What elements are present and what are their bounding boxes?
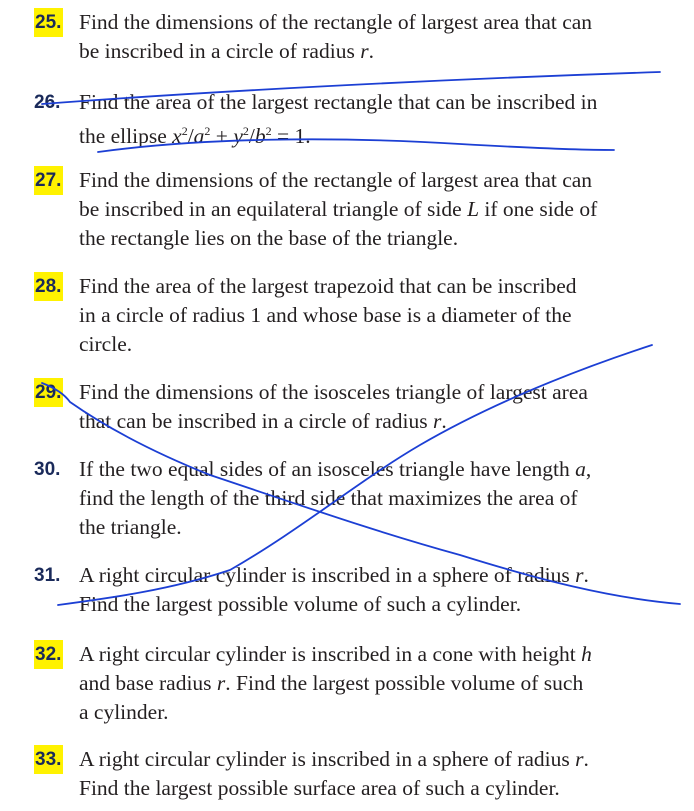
problem-27: [34, 166, 688, 253]
problem-31: [34, 561, 688, 619]
problem-text: Find the area of the largest rectangle that can be inscribed in the ellipse $x^2/a^2 + y^2/b^2 = 1$.: [79, 90, 598, 149]
problem-33: [34, 745, 688, 803]
problem-text: If the two equal sides of an isosceles triangle have length a, find the length of the third side that maximizes the area of the triangle.: [79, 457, 592, 539]
problem-26: [34, 88, 688, 151]
problem-text: Find the dimensions of the rectangle of largest area that can be inscribed in an equilateral triangle of side L if one side of the rectangle lies on the base of the triangle.: [79, 168, 598, 250]
problem-text: Find the dimensions of the rectangle of largest area that can be inscribed in a circle of radius r.: [79, 10, 593, 63]
problem-25: [34, 8, 688, 66]
problem-number: 30.: [34, 459, 61, 480]
problem-number: 27.: [34, 166, 63, 195]
problem-28: [34, 272, 688, 359]
problem-32: [34, 640, 688, 727]
problem-text: Find the dimensions of the isosceles triangle of largest area that can be inscribed in a circle of radius r.: [79, 380, 588, 433]
problem-number: 31.: [34, 565, 61, 586]
problem-29: [34, 378, 688, 436]
problem-text: A right circular cylinder is inscribed in a sphere of radius r. Find the largest possible volume of such a cylinder.: [79, 563, 589, 616]
problem-number: 29.: [34, 378, 63, 407]
problem-text: A right circular cylinder is inscribed in a cone with height h and base radius r. Find the largest possible volume of such a cylinder.: [79, 642, 592, 724]
problem-30: [34, 455, 688, 542]
problem-number: 33.: [34, 745, 63, 774]
problem-number: 32.: [34, 640, 63, 669]
problem-text: Find the area of the largest trapezoid that can be inscribed in a circle of radius 1 and whose base is a diameter of the circle.: [79, 274, 577, 356]
problem-number: 28.: [34, 272, 63, 301]
problem-number: 25.: [34, 8, 63, 37]
problem-number: 26.: [34, 92, 61, 113]
problem-text: A right circular cylinder is inscribed in a sphere of radius r. Find the largest possible surface area of such a cylinder.: [79, 747, 589, 800]
